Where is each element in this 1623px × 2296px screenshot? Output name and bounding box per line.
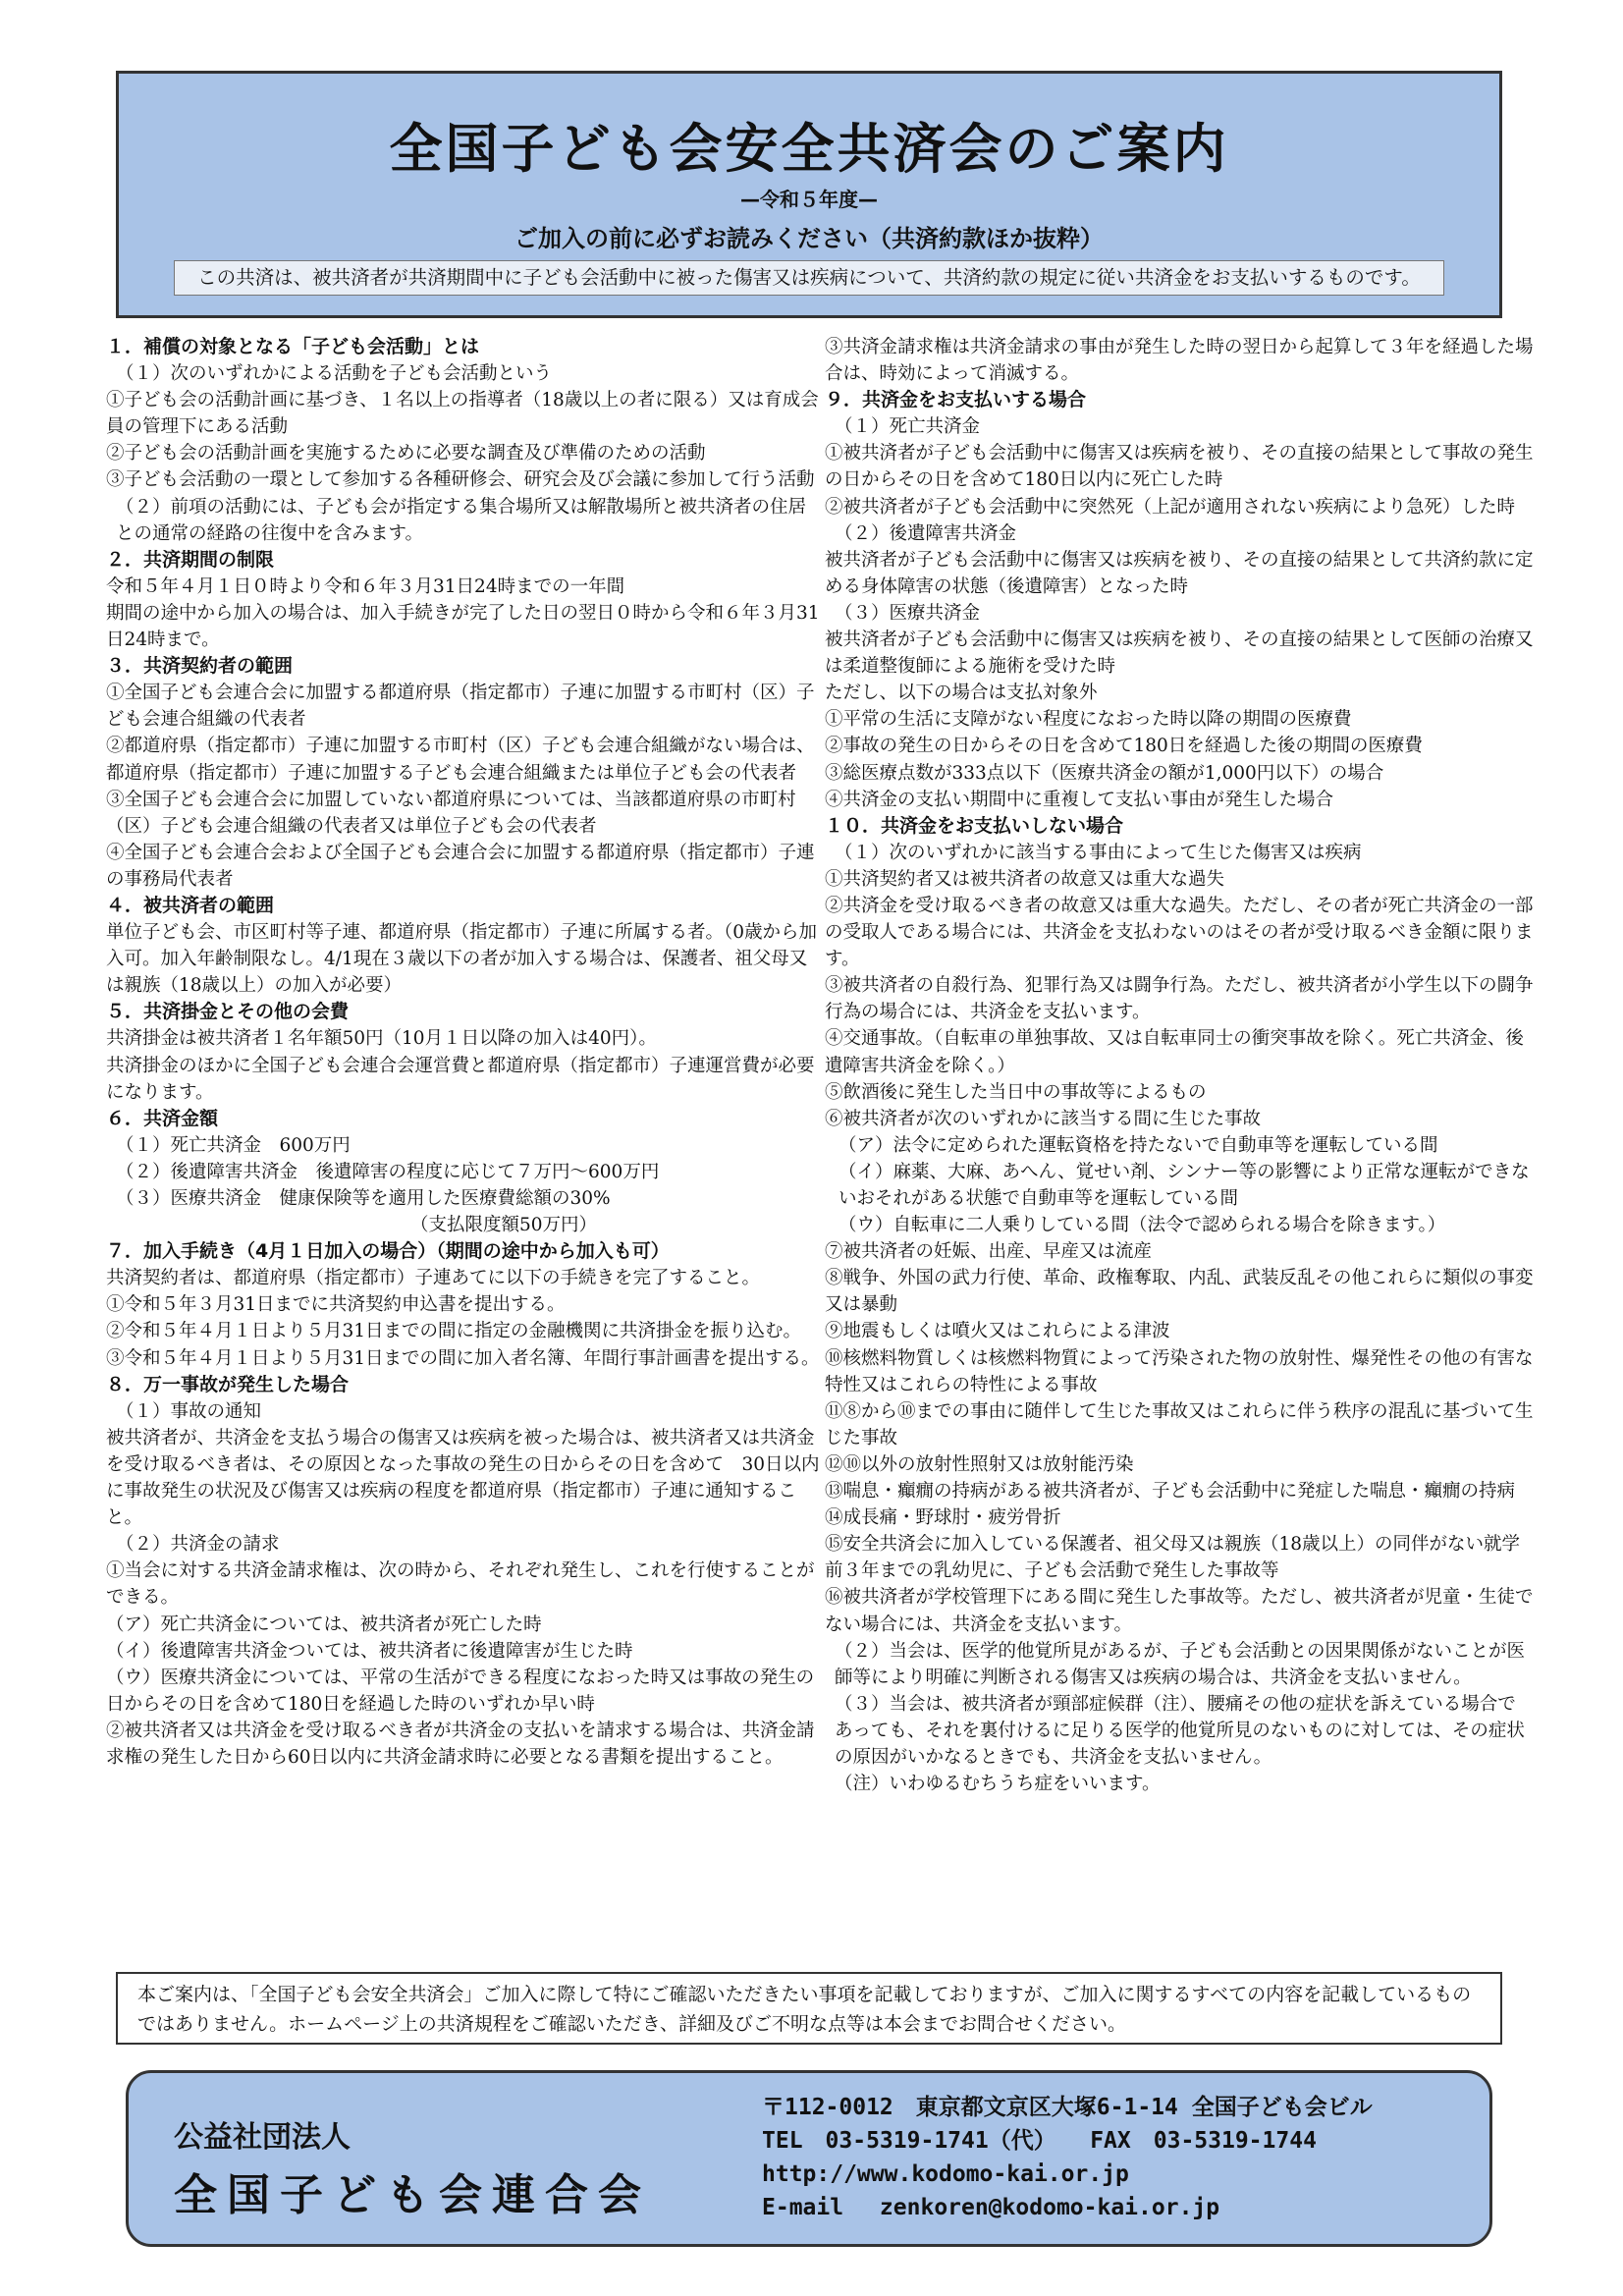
section-heading: １０．共済金をお支払いしない場合 xyxy=(825,814,1124,837)
read-before-notice: ご加入の前に必ずお読みください（共済約款ほか抜粋） xyxy=(514,225,1104,252)
paragraph: ⑭成長痛・野球肘・疲労骨折 xyxy=(825,1507,1061,1529)
right-column xyxy=(825,334,1534,1797)
email-link[interactable]: E-mail zenkoren@kodomo-kai.or.jp xyxy=(762,2195,1220,2220)
paragraph: 令和５年４月１日０時より令和６年３月31日24時までの一年間 xyxy=(106,575,625,597)
paragraph: ③被共済者の自殺行為、犯罪行為又は闘争行為。ただし、被共済者が小学生以下の闘争行為の場合には、共済金を支払います。 xyxy=(825,975,1534,1023)
section-heading: ４．被共済者の範囲 xyxy=(106,894,275,916)
paragraph: ③令和５年４月１日より５月31日までの間に加入者名簿、年間行事計画書を提出する。 xyxy=(106,1347,820,1369)
subsection-text: （１）事故の通知 xyxy=(116,1400,262,1422)
tel-fax: TEL 03-5319-1741（代） FAX 03-5319-1744 xyxy=(762,2128,1317,2154)
subsection-text: （２）後遺障害共済金 後遺障害の程度に応じて７万円～600万円 xyxy=(116,1161,660,1182)
paragraph: 共済掛金のほかに全国子ども会連合会運営費と都道府県（指定都市）子連運営費が必要になります。 xyxy=(106,1055,815,1103)
subsection-text: （１）次のいずれかによる活動を子ども会活動という xyxy=(116,363,553,385)
address: 〒112-0012 東京都文京区大塚6-1-14 全国子ども会ビル xyxy=(762,2095,1373,2120)
paragraph: ④全国子ども会連合会および全国子ども会連合会に加盟する都道府県（指定都市）子連の事務局代表者 xyxy=(106,842,815,890)
section-heading: ８．万一事故が発生した場合 xyxy=(106,1373,350,1395)
bottom-notice: 本ご案内は、「全国子ども会安全共済会」ご加入に際して特にご確認いただきたい事項を記載しておりますが、ご加入に関するすべての内容を記載しているものではありません。ホームページ上の共済規程をご確認いただき、詳細及びご不明な点等は本会までお問合せください。 xyxy=(116,1972,1502,2045)
paragraph: 被共済者が、共済金を支払う場合の傷害又は疾病を被った場合は、被共済者又は共済金を受け取るべき者は、その原因となった事故の発生の日からその日を含めて 30日以内に事故発生の状況及び傷害又は疾病の程度を都道府県（指定都市）子連に通知すること。 xyxy=(106,1427,820,1529)
paragraph: ②共済金を受け取るべき者の故意又は重大な過失。ただし、その者が死亡共済金の一部の受取人である場合には、共済金を支払わないのはその者が受け取るべき金額に限ります。 xyxy=(825,895,1534,970)
section-heading: ２．共済期間の制限 xyxy=(106,548,275,571)
summary-strip: この共済は、被共済者が共済期間中に子ども会活動中に被った傷害又は疾病について、共済約款の規定に従い共済金をお支払いするものです。 xyxy=(174,260,1444,296)
subsection-text: （２）当会は、医学的他覚所見があるが、子ども会活動との因果関係がないことが医師等により明確に判断される傷害又は疾病の場合は、共済金を支払いません。 xyxy=(835,1640,1526,1688)
paragraph: ②子ども会の活動計画を実施するために必要な調査及び準備のための活動 xyxy=(106,443,706,465)
section-heading: ５．共済掛金とその他の会費 xyxy=(106,1001,350,1023)
paragraph: ①令和５年３月31日までに共済契約申込書を提出する。 xyxy=(106,1294,566,1316)
paragraph: （ア）死亡共済金については、被共済者が死亡した時 xyxy=(106,1613,542,1635)
section-heading: ７．加入手続き（4月１日加入の場合）（期間の途中から加入も可） xyxy=(106,1240,670,1263)
paragraph: ①平常の生活に支障がない程度になおった時以降の期間の医療費 xyxy=(825,709,1352,731)
paragraph: ③全国子ども会連合会に加盟していない都道府県については、当該都道府県の市町村（区）子ども会連合組織の代表者又は単位子ども会の代表者 xyxy=(106,789,796,837)
paragraph: ④共済金の支払い期間中に重複して支払い事由が発生した場合 xyxy=(825,789,1334,810)
subsection-text: （２）後遺障害共済金 xyxy=(835,522,1017,544)
paragraph: ①子ども会の活動計画に基づき、１名以上の指導者（18歳以上の者に限る）又は育成会員の管理下にある活動 xyxy=(106,390,819,438)
paragraph: ①全国子ども会連合会に加盟する都道府県（指定都市）子連に加盟する市町村（区）子ども会連合組織の代表者 xyxy=(106,683,815,731)
paragraph: ①当会に対する共済金請求権は、次の時から、それぞれ発生し、これを行使することができる。 xyxy=(106,1560,815,1609)
paragraph: ②被共済者又は共済金を受け取るべき者が共済金の支払いを請求する場合は、共済金請求権の発生した日から60日以内に共済金請求時に必要となる書類を提出すること。 xyxy=(106,1720,815,1768)
paragraph: 被共済者が子ども会活動中に傷害又は疾病を被り、その直接の結果として医師の治療又は柔道整復師による施術を受けた時 xyxy=(825,629,1534,678)
paragraph: 共済掛金は被共済者１名年額50円（10月１日以降の加入は40円）。 xyxy=(106,1028,657,1050)
contact-block xyxy=(762,2091,1373,2224)
section-heading: ６．共済金額 xyxy=(106,1107,219,1129)
limit-note: （支払限度額50万円） xyxy=(409,1215,597,1236)
paragraph: ③子ども会活動の一環として参加する各種研修会、研究会及び会議に参加して行う活動 xyxy=(106,469,815,491)
indented-item: （ア）法令に定められた運転資格を持たないで自動車等を運転している間 xyxy=(839,1134,1438,1156)
paragraph: ④交通事故。（自転車の単独事故、又は自転車同士の衝突事故を除く。死亡共済金、後遺障害共済金を除く。） xyxy=(825,1028,1524,1076)
subsection-text: （１）次のいずれかに該当する事由によって生じた傷害又は疾病 xyxy=(835,842,1362,863)
paragraph: 期間の途中から加入の場合は、加入手続きが完了した日の翌日０時から令和６年３月31日24時まで。 xyxy=(106,602,820,651)
paragraph: ⑫⑩以外の放射性照射又は放射能汚染 xyxy=(825,1453,1134,1475)
subsection-text: （２）共済金の請求 xyxy=(116,1534,280,1556)
paragraph: ⑯被共済者が学校管理下にある間に発生した事故等。ただし、被共済者が児童・生徒でない場合には、共済金を支払います。 xyxy=(825,1587,1534,1635)
footer-contact-panel xyxy=(126,2070,1492,2247)
indented-item: （イ）麻薬、大麻、あへん、覚せい剤、シンナー等の影響により正常な運転ができないおそれがある状態で自動車等を運転している間 xyxy=(839,1161,1530,1209)
indented-item: （ウ）自転車に二人乗りしている間（法令で認められる場合を除きます。） xyxy=(839,1215,1446,1236)
paragraph: ⑬喘息・癲癇の持病がある被共済者が、子ども会活動中に発症した喘息・癲癇の持病 xyxy=(825,1481,1516,1503)
paragraph: ①共済契約者又は被共済者の故意又は重大な過失 xyxy=(825,868,1225,890)
website-link[interactable]: http://www.kodomo-kai.or.jp xyxy=(762,2161,1129,2187)
fiscal-year: —令和５年度— xyxy=(740,188,878,211)
subsection-text: （３）医療共済金 xyxy=(835,602,981,624)
paragraph: （イ）後遺障害共済金ついては、被共済者に後遺障害が生じた時 xyxy=(106,1640,633,1662)
subsection-text: （１）死亡共済金 600万円 xyxy=(116,1134,351,1156)
paragraph: ②令和５年４月１日より５月31日までの間に指定の金融機関に共済掛金を振り込む。 xyxy=(106,1321,802,1342)
paragraph: ②都道府県（指定都市）子連に加盟する市町村（区）子ども会連合組織がない場合は、都道府県（指定都市）子連に加盟する子ども会連合組織または単位子ども会の代表者 xyxy=(106,736,815,784)
paragraph: 被共済者が子ども会活動中に傷害又は疾病を被り、その直接の結果として共済約款に定める身体障害の状態（後遺障害）となった時 xyxy=(825,549,1534,597)
subsection-text: （３）医療共済金 健康保険等を適用した医療費総額の30% xyxy=(116,1188,611,1209)
section-heading: ９．共済金をお支払いする場合 xyxy=(825,389,1087,411)
subsection-text: （注）いわゆるむちうち症をいいます。 xyxy=(835,1774,1161,1795)
org-name: 全国子ども会連合会 xyxy=(174,2170,651,2220)
paragraph: ⑥被共済者が次のいずれかに該当する間に生じた事故 xyxy=(825,1108,1262,1129)
paragraph: ⑤飲酒後に発生した当日中の事故等によるもの xyxy=(825,1081,1207,1103)
paragraph: ⑦被共済者の妊娠、出産、早産又は流産 xyxy=(825,1241,1153,1263)
paragraph: ②事故の発生の日からその日を含めて180日を経過した後の期間の医療費 xyxy=(825,736,1423,757)
paragraph: ③共済金請求権は共済金請求の事由が発生した時の翌日から起算して３年を経過した場合は、時効によって消滅する。 xyxy=(825,337,1534,385)
paragraph: ⑧戦争、外国の武力行使、革命、政権奪取、内乱、武装反乱その他これらに類似の事変又は暴動 xyxy=(825,1268,1534,1316)
paragraph: 共済契約者は、都道府県（指定都市）子連あてに以下の手続きを完了すること。 xyxy=(106,1268,761,1289)
paragraph: ③総医療点数が333点以下（医療共済金の額が1,000円以下）の場合 xyxy=(825,762,1384,784)
paragraph: ⑪⑧から⑩までの事由に随伴して生じた事故又はこれらに伴う秩序の混乱に基づいて生じた事故 xyxy=(825,1400,1534,1449)
section-heading: ３．共済契約者の範囲 xyxy=(106,655,294,678)
paragraph: ②被共済者が子ども会活動中に突然死（上記が適用されない疾病により急死）した時 xyxy=(825,496,1516,518)
page-title: 全国子ども会安全共済会のご案内 xyxy=(389,118,1229,180)
paragraph: （ウ）医療共済金については、平常の生活ができる程度になおった時又は事故の発生の日からその日を含めて180日を経過した時のいずれか早い時 xyxy=(106,1667,815,1715)
section-heading: １．補償の対象となる「子ども会活動」とは xyxy=(106,336,480,357)
paragraph: 単位子ども会、市区町村等子連、都道府県（指定都市）子連に所属する者。（0歳から加入可。加入年齢制限なし。4/1現在３歳以下の者が加入する場合は、保護者、祖父母又は親族（18歳以上）の加入が必要） xyxy=(106,922,818,997)
subsection-text: （２）前項の活動には、子ども会が指定する集合場所又は解散場所と被共済者の住居との通常の経路の往復中を含みます。 xyxy=(116,496,807,544)
paragraph: ただし、以下の場合は支払対象外 xyxy=(825,683,1098,704)
org-type: 公益社団法人 xyxy=(174,2120,351,2155)
subsection-text: （３）当会は、被共済者が頸部症候群（注）、腰痛その他の症状を訴えている場合であっても、それを裏付けるに足りる医学的他覚所見のないものに対しては、その症状の原因がいかなるときでも、共済金を支払いません。 xyxy=(835,1693,1525,1768)
header-banner xyxy=(116,71,1502,318)
paragraph: ⑮安全共済会に加入している保護者、祖父母又は親族（18歳以上）の同伴がない就学前３年までの乳幼児に、子ども会活動で発生した事故等 xyxy=(825,1534,1521,1582)
paragraph: ⑩核燃料物質しくは核燃料物質によって汚染された物の放射性、爆発性その他の有害な特性又はこれらの特性による事故 xyxy=(825,1347,1534,1395)
subsection-text: （１）死亡共済金 xyxy=(835,416,981,438)
paragraph: ⑨地震もしくは噴火又はこれらによる津波 xyxy=(825,1321,1170,1342)
paragraph: ①被共済者が子ども会活動中に傷害又は疾病を被り、その直接の結果として事故の発生の日からその日を含めて180日以内に死亡した時 xyxy=(825,443,1534,491)
left-column xyxy=(106,334,823,1771)
